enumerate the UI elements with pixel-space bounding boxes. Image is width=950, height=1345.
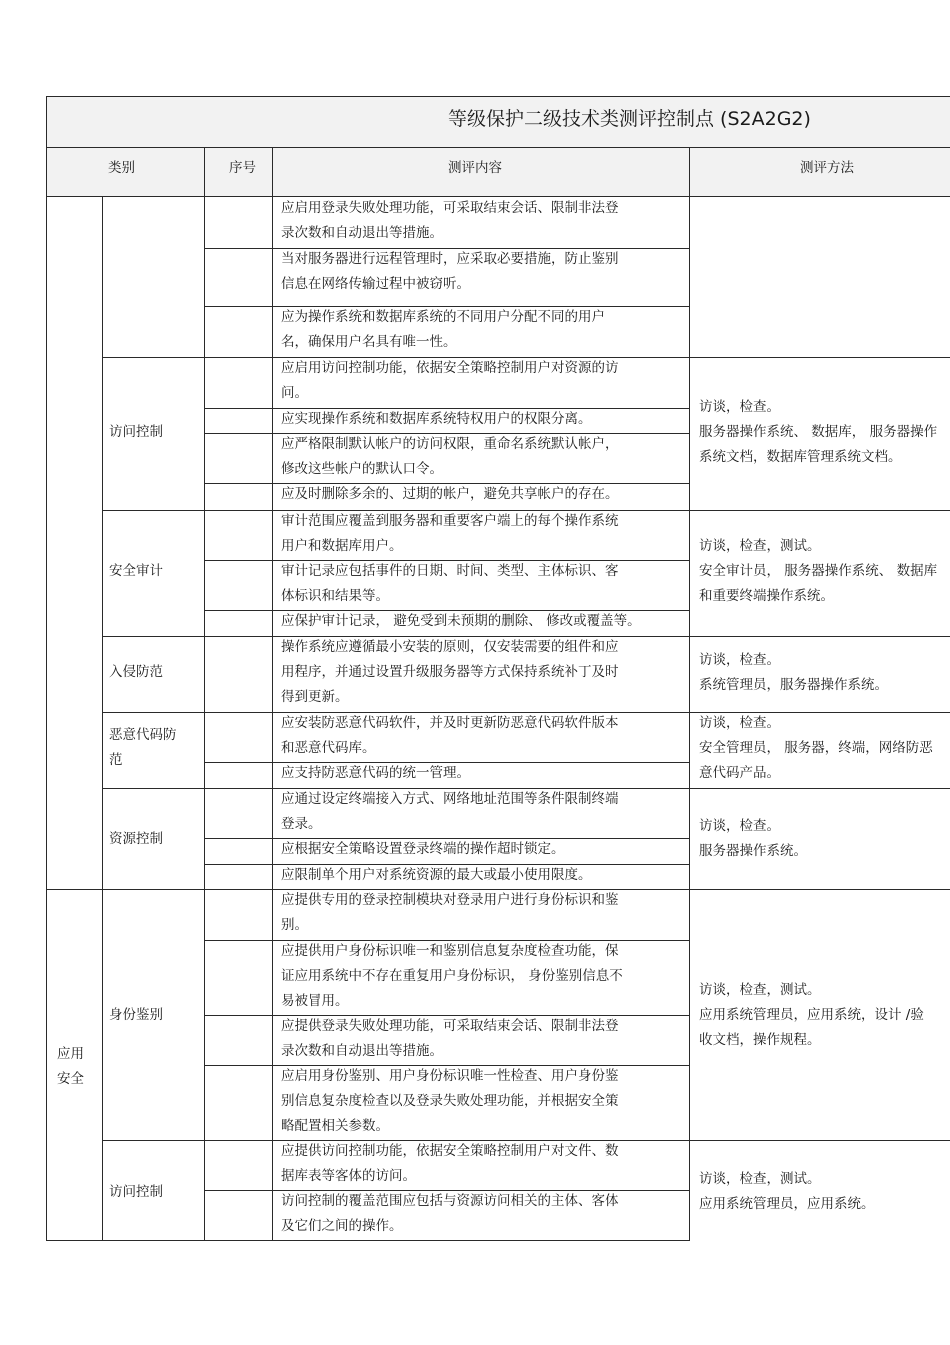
item-text-line: 应启用身份鉴别、用户身份标识唯一性检查、用户身份鉴: [281, 1068, 619, 1084]
item-text-line: 得到更新。: [281, 689, 349, 705]
item-text-line: 应限制单个用户对系统资源的最大或最小使用限度。: [281, 867, 592, 883]
item-text-line: 操作系统应遵循最小安装的原则，仅安装需要的组件和应: [281, 639, 619, 655]
method-text-line: 访谈，检查。: [699, 652, 780, 668]
header-cell: 测评方法: [800, 160, 854, 176]
item-text-line: 据库表等客体的访问。: [281, 1168, 416, 1184]
method-text-line: 服务器操作系统。: [699, 843, 807, 859]
table-bottom-border-mid: [272, 1240, 689, 1241]
method-text-line: 应用系统管理员，应用系统。: [699, 1196, 875, 1212]
method-text-line: 系统管理员，服务器操作系统。: [699, 677, 888, 693]
item-text-line: 证应用系统中不存在重复用户身份标识， 身份鉴别信息不: [281, 968, 623, 984]
subcategory-label-line: 身份鉴别: [109, 1007, 163, 1023]
item-text-line: 审计记录应包括事件的日期、时间、类型、主体标识、客: [281, 563, 619, 579]
col-divider-content: [272, 147, 273, 1241]
subcategory-label-line: 安全审计: [109, 563, 163, 579]
item-text-line: 应支持防恶意代码的统一管理。: [281, 765, 470, 781]
category-divider: [46, 889, 103, 890]
table-left-border: [46, 96, 47, 1241]
item-text-line: 和恶意代码库。: [281, 740, 376, 756]
item-text-line: 应启用访问控制功能，依据安全策略控制用户对资源的访: [281, 360, 619, 376]
subcategory-label-line: 恶意代码防: [109, 727, 177, 743]
method-text-line: 安全管理员， 服务器，终端，网络防恶: [699, 740, 933, 756]
item-text-line: 应实现操作系统和数据库系统特权用户的权限分离。: [281, 411, 592, 427]
item-text-line: 名，确保用户名具有唯一性。: [281, 334, 457, 350]
method-text-line: 安全审计员， 服务器操作系统、 数据库: [699, 563, 938, 579]
item-text-line: 应提供用户身份标识唯一和鉴别信息复杂度检查功能，保: [281, 943, 619, 959]
method-text-line: 访谈，检查。: [699, 399, 780, 415]
item-text-line: 应启用登录失败处理功能，可采取结束会话、限制非法登: [281, 200, 619, 216]
item-text-line: 当对服务器进行远程管理时，应采取必要措施，防止鉴别: [281, 251, 619, 267]
col-divider-method: [689, 147, 690, 1241]
header-cell: 序号: [229, 160, 256, 176]
method-text-line: 系统文档，数据库管理系统文档。: [699, 449, 902, 465]
item-text-line: 录次数和自动退出等措施。: [281, 225, 443, 241]
item-text-line: 信息在网络传输过程中被窃听。: [281, 276, 470, 292]
category-label-line: 安全: [57, 1071, 84, 1087]
item-text-line: 应提供访问控制功能，依据安全策略控制用户对文件、数: [281, 1143, 619, 1159]
item-text-line: 登录。: [281, 816, 322, 832]
method-text-line: 收文档，操作规程。: [699, 1032, 821, 1048]
item-text-line: 录次数和自动退出等措施。: [281, 1043, 443, 1059]
item-text-line: 略配置相关参数。: [281, 1118, 389, 1134]
col-divider-subcategory: [102, 196, 103, 1241]
subcategory-label-line: 范: [109, 752, 123, 768]
item-text-line: 应提供专用的登录控制模块对登录用户进行身份标识和鉴: [281, 892, 619, 908]
item-text-line: 应及时删除多余的、过期的帐户，避免共享帐户的存在。: [281, 486, 619, 502]
item-text-line: 应通过设定终端接入方式、网络地址范围等条件限制终端: [281, 791, 619, 807]
item-text-line: 审计范围应覆盖到服务器和重要客户端上的每个操作系统: [281, 513, 619, 529]
subcategory-label-line: 入侵防范: [109, 664, 163, 680]
method-text-line: 和重要终端操作系统。: [699, 588, 834, 604]
item-text-line: 问。: [281, 385, 308, 401]
item-text-line: 应保护审计记录， 避免受到未预期的删除、 修改或覆盖等。: [281, 613, 641, 629]
item-text-line: 应根据安全策略设置登录终端的操作超时锁定。: [281, 841, 565, 857]
subcategory-label-line: 访问控制: [109, 1184, 163, 1200]
table-top-border: [46, 96, 950, 97]
method-text-line: 访谈，检查，测试。: [699, 538, 821, 554]
item-text-line: 应为操作系统和数据库系统的不同用户分配不同的用户: [281, 309, 605, 325]
item-text-line: 应提供登录失败处理功能，可采取结束会话、限制非法登: [281, 1018, 619, 1034]
item-text-line: 易被冒用。: [281, 993, 349, 1009]
document-title: 等级保护二级技术类测评控制点 (S2A2G2): [448, 108, 811, 130]
item-text-line: 别信息复杂度检查以及登录失败处理功能，并根据安全策: [281, 1093, 619, 1109]
header-cell: 测评内容: [448, 160, 502, 176]
title-divider: [46, 147, 950, 148]
table-bottom-border-left: [46, 1240, 272, 1241]
item-text-line: 应严格限制默认帐户的访问权限，重命名系统默认帐户，: [281, 436, 619, 452]
item-text-line: 别。: [281, 917, 308, 933]
subcategory-label-line: 资源控制: [109, 831, 163, 847]
col-divider-seq: [204, 147, 205, 1241]
item-text-line: 用户和数据库用户。: [281, 538, 403, 554]
item-text-line: 用程序，并通过设置升级服务器等方式保持系统补丁及时: [281, 664, 619, 680]
item-text-line: 应安装防恶意代码软件，并及时更新防恶意代码软件版本: [281, 715, 619, 731]
subcategory-label-line: 访问控制: [109, 424, 163, 440]
method-text-line: 服务器操作系统、 数据库， 服务器操作: [699, 424, 938, 440]
header-cell: 类别: [108, 160, 135, 176]
method-text-line: 访谈，检查，测试。: [699, 982, 821, 998]
method-text-line: 意代码产品。: [699, 765, 780, 781]
item-text-line: 修改这些帐户的默认口令。: [281, 461, 443, 477]
method-text-line: 访谈，检查。: [699, 818, 780, 834]
item-text-line: 及它们之间的操作。: [281, 1218, 403, 1234]
item-text-line: 访问控制的覆盖范围应包括与资源访问相关的主体、客体: [281, 1193, 619, 1209]
method-text-line: 应用系统管理员，应用系统，设计 /验: [699, 1007, 924, 1023]
method-text-line: 访谈，检查。: [699, 715, 780, 731]
item-text-line: 体标识和结果等。: [281, 588, 389, 604]
method-text-line: 访谈，检查，测试。: [699, 1171, 821, 1187]
category-label-line: 应用: [57, 1046, 84, 1062]
